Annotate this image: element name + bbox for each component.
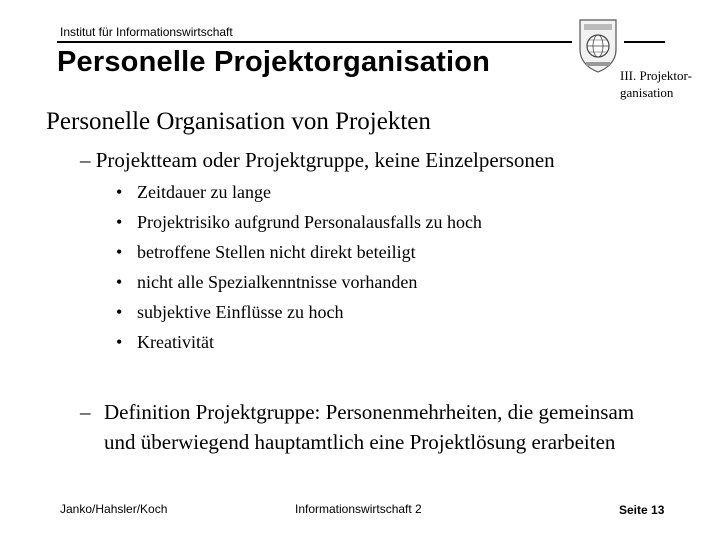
bullet-item (116, 270, 482, 300)
bullet-text: nicht alle Spezialkenntnisse vorhanden (137, 272, 418, 292)
bullet-dot-icon: • (116, 302, 123, 322)
bullet-item (116, 210, 482, 240)
bullet-item (116, 180, 482, 210)
bullet-text: Kreativität (137, 332, 214, 352)
subpoint-definition-text: Definition Projektgruppe: Personenmehrheiten, die gemeinsam und überwiegend hauptamtlich eine Projektlösung erarbeiten (104, 400, 635, 454)
slide-title: Personelle Projektorganisation (57, 46, 491, 78)
section-label-line1: III. Projektor- (620, 68, 692, 83)
dash-marker: – (80, 148, 91, 172)
bullet-text: subjektive Einflüsse zu hoch (137, 302, 344, 322)
footer-page-number: Seite 13 (619, 503, 665, 517)
dash-marker: – (80, 400, 91, 424)
bullet-dot-icon: • (116, 242, 123, 262)
institute-name: Institut für Informationswirtschaft (60, 25, 233, 39)
section-label-line2: ganisation (620, 85, 674, 100)
subpoint-definition (80, 397, 640, 457)
content-heading: Personelle Organisation von Projekten (46, 108, 431, 135)
subpoint-team (80, 148, 555, 173)
bullet-dot-icon: • (116, 182, 123, 202)
bullet-item (116, 240, 482, 270)
bullet-list (116, 180, 482, 360)
bullet-text: betroffene Stellen nicht direkt beteiligt (137, 242, 416, 262)
footer-authors: Janko/Hahsler/Koch (60, 502, 168, 516)
subpoint-team-text: Projektteam oder Projektgruppe, keine Einzelpersonen (95, 148, 555, 172)
footer-course: Informationswirtschaft 2 (295, 502, 422, 516)
bullet-text: Zeitdauer zu lange (137, 182, 271, 202)
bullet-dot-icon: • (116, 212, 123, 232)
university-seal-icon (572, 14, 624, 76)
bullet-text: Projektrisiko aufgrund Personalausfalls zu hoch (137, 212, 482, 232)
section-label (620, 67, 692, 101)
bullet-item (116, 330, 482, 360)
bullet-item (116, 300, 482, 330)
bullet-dot-icon: • (116, 332, 123, 352)
bullet-dot-icon: • (116, 272, 123, 292)
